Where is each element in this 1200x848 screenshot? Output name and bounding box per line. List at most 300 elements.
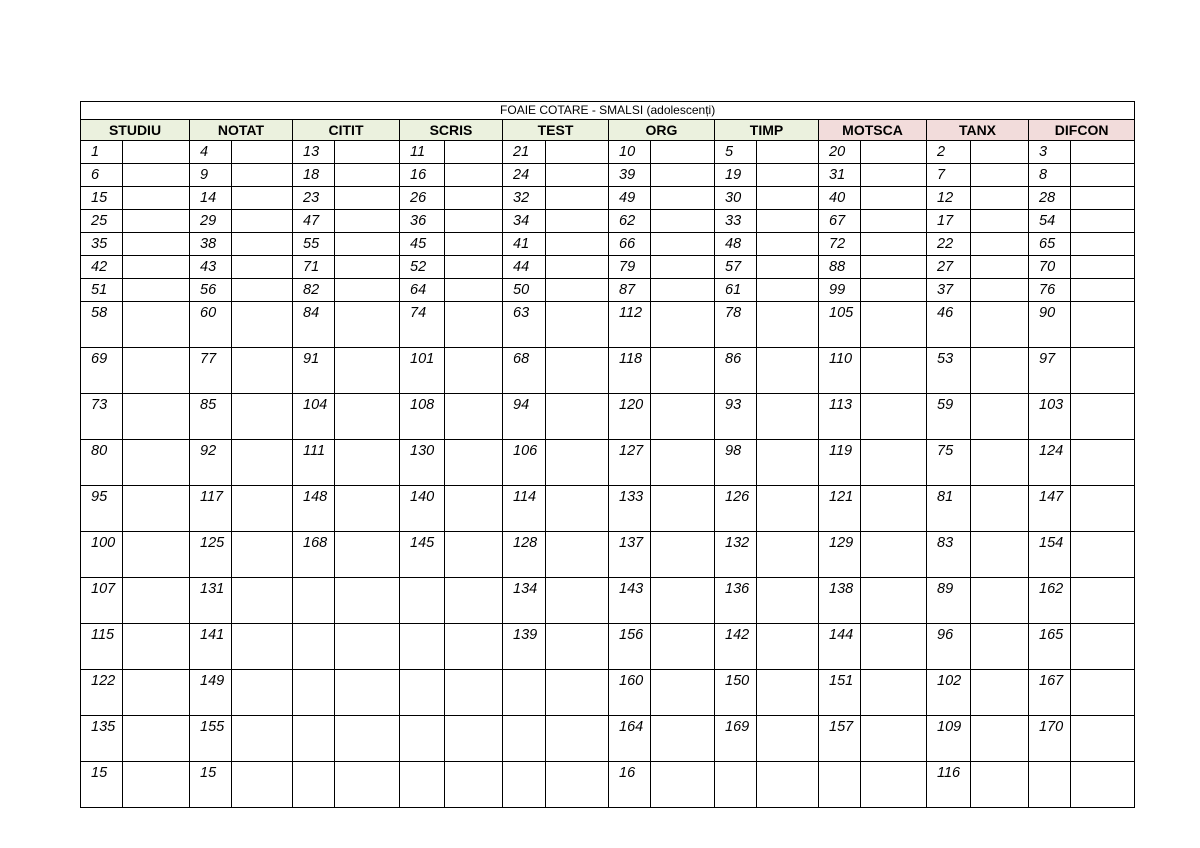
answer-cell[interactable]: [335, 233, 400, 256]
item-number-cell: 42: [81, 256, 123, 279]
item-number-cell: 156: [609, 624, 651, 670]
item-number-cell: [503, 716, 546, 762]
answer-cell[interactable]: [651, 440, 715, 486]
answer-cell[interactable]: [232, 279, 293, 302]
answer-cell[interactable]: [757, 440, 819, 486]
answer-cell[interactable]: [232, 348, 293, 394]
item-number-cell: 36: [400, 210, 445, 233]
answer-cell[interactable]: [757, 187, 819, 210]
item-number-cell: 115: [81, 624, 123, 670]
answer-cell[interactable]: [335, 762, 400, 808]
item-number-cell: 1: [81, 141, 123, 164]
answer-cell[interactable]: [1071, 302, 1135, 348]
item-number-cell: 33: [715, 210, 757, 233]
answer-cell[interactable]: [651, 348, 715, 394]
answer-cell[interactable]: [651, 233, 715, 256]
answer-cell[interactable]: [123, 762, 190, 808]
item-number-cell: 91: [293, 348, 335, 394]
answer-cell[interactable]: [1071, 578, 1135, 624]
answer-cell[interactable]: [861, 532, 927, 578]
answer-cell[interactable]: [757, 578, 819, 624]
answer-cell[interactable]: [971, 233, 1029, 256]
item-number-cell: 56: [190, 279, 232, 302]
answer-cell[interactable]: [861, 164, 927, 187]
answer-cell[interactable]: [651, 210, 715, 233]
answer-cell[interactable]: [651, 624, 715, 670]
answer-cell[interactable]: [546, 256, 609, 279]
item-number-cell: 18: [293, 164, 335, 187]
item-number-cell: 11: [400, 141, 445, 164]
item-number-cell: 9: [190, 164, 232, 187]
answer-cell[interactable]: [1071, 624, 1135, 670]
item-number-cell: 139: [503, 624, 546, 670]
answer-cell[interactable]: [546, 394, 609, 440]
item-number-cell: 121: [819, 486, 861, 532]
item-number-cell: 114: [503, 486, 546, 532]
item-number-cell: 135: [81, 716, 123, 762]
table-row: [81, 624, 1135, 670]
answer-cell[interactable]: [335, 187, 400, 210]
answer-cell[interactable]: [335, 578, 400, 624]
answer-cell[interactable]: [1071, 233, 1135, 256]
answer-cell[interactable]: [232, 394, 293, 440]
answer-cell[interactable]: [445, 624, 503, 670]
item-number-cell: 75: [927, 440, 971, 486]
answer-cell[interactable]: [232, 716, 293, 762]
answer-cell[interactable]: [971, 624, 1029, 670]
item-number-cell: 65: [1029, 233, 1071, 256]
answer-cell[interactable]: [335, 532, 400, 578]
answer-cell[interactable]: [757, 486, 819, 532]
answer-cell[interactable]: [971, 348, 1029, 394]
item-number-cell: 12: [927, 187, 971, 210]
table-row: [81, 141, 1135, 164]
answer-cell[interactable]: [1071, 670, 1135, 716]
answer-cell[interactable]: [651, 578, 715, 624]
answer-cell[interactable]: [757, 348, 819, 394]
answer-cell[interactable]: [971, 440, 1029, 486]
item-number-cell: [293, 716, 335, 762]
answer-cell[interactable]: [1071, 532, 1135, 578]
column-header-test: TEST: [503, 120, 609, 141]
item-number-cell: 86: [715, 348, 757, 394]
answer-cell[interactable]: [123, 578, 190, 624]
item-number-cell: 103: [1029, 394, 1071, 440]
item-number-cell: 80: [81, 440, 123, 486]
answer-cell[interactable]: [971, 210, 1029, 233]
answer-cell[interactable]: [861, 302, 927, 348]
answer-cell[interactable]: [232, 624, 293, 670]
item-number-cell: 60: [190, 302, 232, 348]
item-number-cell: 68: [503, 348, 546, 394]
item-number-cell: 149: [190, 670, 232, 716]
answer-cell[interactable]: [651, 164, 715, 187]
answer-cell[interactable]: [1071, 210, 1135, 233]
answer-cell[interactable]: [445, 716, 503, 762]
item-number-cell: 110: [819, 348, 861, 394]
answer-cell[interactable]: [971, 394, 1029, 440]
answer-cell[interactable]: [861, 256, 927, 279]
answer-cell[interactable]: [971, 302, 1029, 348]
answer-cell[interactable]: [971, 187, 1029, 210]
answer-cell[interactable]: [445, 578, 503, 624]
item-number-cell: 37: [927, 279, 971, 302]
answer-cell[interactable]: [757, 624, 819, 670]
item-number-cell: 30: [715, 187, 757, 210]
column-header-difcon: DIFCON: [1029, 120, 1135, 141]
answer-cell[interactable]: [123, 279, 190, 302]
answer-cell[interactable]: [546, 762, 609, 808]
answer-cell[interactable]: [335, 486, 400, 532]
item-number-cell: 43: [190, 256, 232, 279]
column-header-timp: TIMP: [715, 120, 819, 141]
answer-cell[interactable]: [335, 141, 400, 164]
answer-cell[interactable]: [861, 762, 927, 808]
answer-cell[interactable]: [445, 532, 503, 578]
table-row: [81, 187, 1135, 210]
answer-cell[interactable]: [123, 532, 190, 578]
answer-cell[interactable]: [757, 716, 819, 762]
answer-cell[interactable]: [123, 624, 190, 670]
item-number-cell: 5: [715, 141, 757, 164]
answer-cell[interactable]: [861, 141, 927, 164]
answer-cell[interactable]: [445, 141, 503, 164]
answer-cell[interactable]: [546, 578, 609, 624]
answer-cell[interactable]: [861, 279, 927, 302]
item-number-cell: 160: [609, 670, 651, 716]
answer-cell[interactable]: [232, 762, 293, 808]
item-number-cell: 164: [609, 716, 651, 762]
answer-cell[interactable]: [445, 210, 503, 233]
answer-cell[interactable]: [232, 670, 293, 716]
item-number-cell: [293, 670, 335, 716]
answer-cell[interactable]: [861, 210, 927, 233]
item-number-cell: 79: [609, 256, 651, 279]
answer-cell[interactable]: [757, 670, 819, 716]
item-number-cell: 16: [609, 762, 651, 808]
item-number-cell: 64: [400, 279, 445, 302]
answer-cell[interactable]: [971, 670, 1029, 716]
item-number-cell: 71: [293, 256, 335, 279]
answer-cell[interactable]: [445, 762, 503, 808]
item-number-cell: [293, 578, 335, 624]
answer-cell[interactable]: [335, 716, 400, 762]
answer-cell[interactable]: [445, 233, 503, 256]
answer-cell[interactable]: [1071, 486, 1135, 532]
column-header-tanx: TANX: [927, 120, 1029, 141]
answer-cell[interactable]: [861, 578, 927, 624]
item-number-cell: 107: [81, 578, 123, 624]
item-number-cell: 97: [1029, 348, 1071, 394]
answer-cell[interactable]: [123, 486, 190, 532]
answer-cell[interactable]: [232, 187, 293, 210]
answer-cell[interactable]: [1071, 440, 1135, 486]
item-number-cell: 113: [819, 394, 861, 440]
item-number-cell: 31: [819, 164, 861, 187]
answer-cell[interactable]: [123, 440, 190, 486]
answer-cell[interactable]: [651, 762, 715, 808]
item-number-cell: 101: [400, 348, 445, 394]
item-number-cell: 141: [190, 624, 232, 670]
answer-cell[interactable]: [335, 394, 400, 440]
answer-cell[interactable]: [546, 187, 609, 210]
answer-cell[interactable]: [123, 164, 190, 187]
item-number-cell: 10: [609, 141, 651, 164]
answer-cell[interactable]: [757, 279, 819, 302]
answer-cell[interactable]: [335, 302, 400, 348]
answer-cell[interactable]: [232, 141, 293, 164]
item-number-cell: 66: [609, 233, 651, 256]
header-row: [81, 120, 1135, 141]
item-number-cell: 50: [503, 279, 546, 302]
answer-cell[interactable]: [445, 486, 503, 532]
answer-cell[interactable]: [546, 532, 609, 578]
item-number-cell: 41: [503, 233, 546, 256]
answer-cell[interactable]: [757, 233, 819, 256]
answer-cell[interactable]: [1071, 348, 1135, 394]
item-number-cell: 58: [81, 302, 123, 348]
answer-cell[interactable]: [546, 348, 609, 394]
answer-cell[interactable]: [651, 532, 715, 578]
answer-cell[interactable]: [445, 394, 503, 440]
item-number-cell: 84: [293, 302, 335, 348]
table-row: [81, 716, 1135, 762]
answer-cell[interactable]: [757, 302, 819, 348]
item-number-cell: 8: [1029, 164, 1071, 187]
answer-cell[interactable]: [445, 440, 503, 486]
answer-cell[interactable]: [757, 394, 819, 440]
item-number-cell: 83: [927, 532, 971, 578]
item-number-cell: 17: [927, 210, 971, 233]
item-number-cell: 54: [1029, 210, 1071, 233]
answer-cell[interactable]: [123, 187, 190, 210]
item-number-cell: [293, 624, 335, 670]
item-number-cell: 90: [1029, 302, 1071, 348]
answer-cell[interactable]: [232, 164, 293, 187]
item-number-cell: 70: [1029, 256, 1071, 279]
answer-cell[interactable]: [971, 164, 1029, 187]
item-number-cell: 170: [1029, 716, 1071, 762]
answer-cell[interactable]: [861, 486, 927, 532]
answer-cell[interactable]: [546, 141, 609, 164]
answer-cell[interactable]: [861, 394, 927, 440]
answer-cell[interactable]: [971, 486, 1029, 532]
item-number-cell: 128: [503, 532, 546, 578]
answer-cell[interactable]: [123, 233, 190, 256]
item-number-cell: 98: [715, 440, 757, 486]
answer-cell[interactable]: [546, 716, 609, 762]
answer-cell[interactable]: [757, 532, 819, 578]
answer-cell[interactable]: [335, 256, 400, 279]
answer-cell[interactable]: [546, 210, 609, 233]
answer-cell[interactable]: [1071, 762, 1135, 808]
answer-cell[interactable]: [651, 302, 715, 348]
item-number-cell: 136: [715, 578, 757, 624]
answer-cell[interactable]: [861, 233, 927, 256]
answer-cell[interactable]: [651, 394, 715, 440]
answer-cell[interactable]: [232, 210, 293, 233]
item-number-cell: 87: [609, 279, 651, 302]
item-number-cell: 89: [927, 578, 971, 624]
answer-cell[interactable]: [546, 670, 609, 716]
answer-cell[interactable]: [757, 762, 819, 808]
item-number-cell: 111: [293, 440, 335, 486]
answer-cell[interactable]: [757, 256, 819, 279]
item-number-cell: 132: [715, 532, 757, 578]
answer-cell[interactable]: [123, 256, 190, 279]
answer-cell[interactable]: [445, 256, 503, 279]
column-header-motsca: MOTSCA: [819, 120, 927, 141]
answer-cell[interactable]: [546, 440, 609, 486]
answer-cell[interactable]: [651, 256, 715, 279]
item-number-cell: 100: [81, 532, 123, 578]
answer-cell[interactable]: [335, 624, 400, 670]
item-number-cell: 112: [609, 302, 651, 348]
item-number-cell: 52: [400, 256, 445, 279]
item-number-cell: 157: [819, 716, 861, 762]
table-row: [81, 279, 1135, 302]
answer-cell[interactable]: [546, 233, 609, 256]
answer-cell[interactable]: [971, 578, 1029, 624]
item-number-cell: 74: [400, 302, 445, 348]
answer-cell[interactable]: [123, 670, 190, 716]
table-row: [81, 256, 1135, 279]
answer-cell[interactable]: [757, 164, 819, 187]
answer-cell[interactable]: [546, 279, 609, 302]
answer-cell[interactable]: [335, 210, 400, 233]
answer-cell[interactable]: [1071, 716, 1135, 762]
answer-cell[interactable]: [335, 670, 400, 716]
scoring-sheet-table: [80, 101, 1135, 808]
answer-cell[interactable]: [335, 440, 400, 486]
item-number-cell: 133: [609, 486, 651, 532]
answer-cell[interactable]: [123, 302, 190, 348]
answer-cell[interactable]: [971, 532, 1029, 578]
answer-cell[interactable]: [546, 164, 609, 187]
item-number-cell: 28: [1029, 187, 1071, 210]
answer-cell[interactable]: [1071, 164, 1135, 187]
item-number-cell: [819, 762, 861, 808]
answer-cell[interactable]: [445, 302, 503, 348]
item-number-cell: 15: [190, 762, 232, 808]
answer-cell[interactable]: [1071, 141, 1135, 164]
item-number-cell: 34: [503, 210, 546, 233]
answer-cell[interactable]: [123, 141, 190, 164]
item-number-cell: 27: [927, 256, 971, 279]
answer-cell[interactable]: [651, 279, 715, 302]
answer-cell[interactable]: [232, 233, 293, 256]
answer-cell[interactable]: [861, 440, 927, 486]
item-number-cell: 151: [819, 670, 861, 716]
item-number-cell: 61: [715, 279, 757, 302]
answer-cell[interactable]: [335, 164, 400, 187]
item-number-cell: 119: [819, 440, 861, 486]
item-number-cell: [400, 578, 445, 624]
answer-cell[interactable]: [651, 141, 715, 164]
answer-cell[interactable]: [123, 394, 190, 440]
answer-cell[interactable]: [232, 256, 293, 279]
answer-cell[interactable]: [123, 348, 190, 394]
answer-cell[interactable]: [1071, 256, 1135, 279]
answer-cell[interactable]: [971, 256, 1029, 279]
item-number-cell: 55: [293, 233, 335, 256]
item-number-cell: 143: [609, 578, 651, 624]
item-number-cell: 35: [81, 233, 123, 256]
answer-cell[interactable]: [232, 578, 293, 624]
item-number-cell: 102: [927, 670, 971, 716]
answer-cell[interactable]: [651, 716, 715, 762]
item-number-cell: 96: [927, 624, 971, 670]
answer-cell[interactable]: [757, 210, 819, 233]
column-header-citit: CITIT: [293, 120, 400, 141]
answer-cell[interactable]: [445, 348, 503, 394]
item-number-cell: 63: [503, 302, 546, 348]
item-number-cell: 57: [715, 256, 757, 279]
answer-cell[interactable]: [651, 670, 715, 716]
answer-cell[interactable]: [971, 141, 1029, 164]
answer-cell[interactable]: [861, 716, 927, 762]
answer-cell[interactable]: [445, 279, 503, 302]
answer-cell[interactable]: [971, 279, 1029, 302]
answer-cell[interactable]: [861, 348, 927, 394]
item-number-cell: 19: [715, 164, 757, 187]
item-number-cell: 168: [293, 532, 335, 578]
item-number-cell: 77: [190, 348, 232, 394]
table-row: [81, 348, 1135, 394]
answer-cell[interactable]: [335, 279, 400, 302]
item-number-cell: 144: [819, 624, 861, 670]
answer-cell[interactable]: [445, 164, 503, 187]
table-row: [81, 532, 1135, 578]
answer-cell[interactable]: [445, 670, 503, 716]
item-number-cell: 150: [715, 670, 757, 716]
answer-cell[interactable]: [123, 210, 190, 233]
item-number-cell: 131: [190, 578, 232, 624]
item-number-cell: 99: [819, 279, 861, 302]
item-number-cell: 147: [1029, 486, 1071, 532]
answer-cell[interactable]: [1071, 394, 1135, 440]
column-header-org: ORG: [609, 120, 715, 141]
answer-cell[interactable]: [123, 716, 190, 762]
answer-cell[interactable]: [861, 624, 927, 670]
item-number-cell: 106: [503, 440, 546, 486]
answer-cell[interactable]: [546, 302, 609, 348]
answer-cell[interactable]: [971, 762, 1029, 808]
item-number-cell: 62: [609, 210, 651, 233]
answer-cell[interactable]: [651, 187, 715, 210]
answer-cell[interactable]: [1071, 187, 1135, 210]
answer-cell[interactable]: [232, 302, 293, 348]
answer-cell[interactable]: [546, 624, 609, 670]
answer-cell[interactable]: [232, 440, 293, 486]
answer-cell[interactable]: [757, 141, 819, 164]
answer-cell[interactable]: [546, 486, 609, 532]
item-number-cell: 108: [400, 394, 445, 440]
item-number-cell: 48: [715, 233, 757, 256]
item-number-cell: 38: [190, 233, 232, 256]
item-number-cell: 126: [715, 486, 757, 532]
answer-cell[interactable]: [861, 670, 927, 716]
answer-cell[interactable]: [335, 348, 400, 394]
answer-cell[interactable]: [971, 716, 1029, 762]
answer-cell[interactable]: [1071, 279, 1135, 302]
item-number-cell: 67: [819, 210, 861, 233]
answer-cell[interactable]: [232, 486, 293, 532]
answer-cell[interactable]: [445, 187, 503, 210]
answer-cell[interactable]: [861, 187, 927, 210]
answer-cell[interactable]: [232, 532, 293, 578]
answer-cell[interactable]: [651, 486, 715, 532]
